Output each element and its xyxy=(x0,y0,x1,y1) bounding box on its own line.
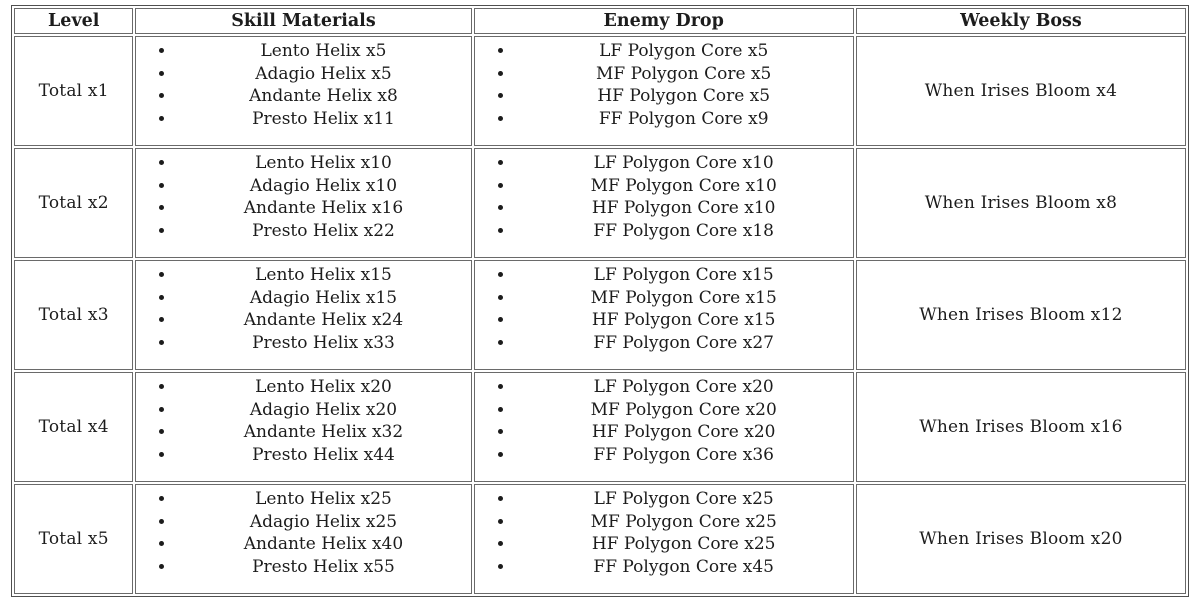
material-item: • Adagio Helix x5 xyxy=(176,63,470,86)
table-row xyxy=(14,372,1186,482)
material-item: • HF Polygon Core x25 xyxy=(515,533,853,556)
material-item: • FF Polygon Core x18 xyxy=(515,220,853,243)
table-body xyxy=(14,36,1186,594)
weekly-boss-cell: When Irises Bloom x4 xyxy=(856,36,1186,146)
material-item: • HF Polygon Core x5 xyxy=(515,85,853,108)
level-cell: Total x4 xyxy=(14,372,133,482)
material-item: • Andante Helix x16 xyxy=(176,197,470,220)
enemy-drop-cell xyxy=(474,484,854,594)
material-item: • LF Polygon Core x15 xyxy=(515,264,853,287)
material-item: • Lento Helix x5 xyxy=(176,40,470,63)
skill-materials-cell xyxy=(135,36,471,146)
material-item: • HF Polygon Core x15 xyxy=(515,309,853,332)
material-item: • FF Polygon Core x27 xyxy=(515,332,853,355)
enemy-drop-list xyxy=(475,264,853,354)
enemy-drop-cell xyxy=(474,148,854,258)
skill-materials-list xyxy=(136,40,470,130)
skill-materials-list xyxy=(136,152,470,242)
level-cell: Total x2 xyxy=(14,148,133,258)
table-row xyxy=(14,484,1186,594)
header-enemy-drop: Enemy Drop xyxy=(474,8,854,34)
table-header xyxy=(14,8,1186,34)
material-item: • Adagio Helix x25 xyxy=(176,511,470,534)
material-item: • Lento Helix x10 xyxy=(176,152,470,175)
skill-materials-cell xyxy=(135,260,471,370)
material-item: • Presto Helix x22 xyxy=(176,220,470,243)
skill-materials-list xyxy=(136,488,470,578)
level-cell: Total x1 xyxy=(14,36,133,146)
enemy-drop-cell xyxy=(474,36,854,146)
material-item: • MF Polygon Core x15 xyxy=(515,287,853,310)
material-item: • MF Polygon Core x20 xyxy=(515,399,853,422)
skill-materials-cell xyxy=(135,148,471,258)
material-item: • FF Polygon Core x36 xyxy=(515,444,853,467)
material-item: • FF Polygon Core x45 xyxy=(515,556,853,579)
header-level: Level xyxy=(14,8,133,34)
material-item: • Adagio Helix x20 xyxy=(176,399,470,422)
enemy-drop-list xyxy=(475,152,853,242)
material-item: • LF Polygon Core x10 xyxy=(515,152,853,175)
weekly-boss-cell: When Irises Bloom x20 xyxy=(856,484,1186,594)
skill-materials-cell xyxy=(135,484,471,594)
material-item: • Adagio Helix x15 xyxy=(176,287,470,310)
material-item: • Lento Helix x20 xyxy=(176,376,470,399)
material-item: • Andante Helix x8 xyxy=(176,85,470,108)
material-item: • Lento Helix x15 xyxy=(176,264,470,287)
weekly-boss-cell: When Irises Bloom x16 xyxy=(856,372,1186,482)
material-item: • HF Polygon Core x10 xyxy=(515,197,853,220)
materials-table xyxy=(11,5,1189,597)
enemy-drop-cell xyxy=(474,372,854,482)
enemy-drop-list xyxy=(475,488,853,578)
material-item: • Adagio Helix x10 xyxy=(176,175,470,198)
material-item: • MF Polygon Core x25 xyxy=(515,511,853,534)
material-item: • MF Polygon Core x10 xyxy=(515,175,853,198)
header-row xyxy=(14,8,1186,34)
material-item: • MF Polygon Core x5 xyxy=(515,63,853,86)
weekly-boss-cell: When Irises Bloom x12 xyxy=(856,260,1186,370)
table-row xyxy=(14,36,1186,146)
material-item: • Presto Helix x44 xyxy=(176,444,470,467)
level-cell: Total x5 xyxy=(14,484,133,594)
material-item: • Presto Helix x33 xyxy=(176,332,470,355)
skill-materials-list xyxy=(136,376,470,466)
enemy-drop-list xyxy=(475,40,853,130)
material-item: • Lento Helix x25 xyxy=(176,488,470,511)
skill-materials-list xyxy=(136,264,470,354)
material-item: • Andante Helix x24 xyxy=(176,309,470,332)
material-item: • Presto Helix x55 xyxy=(176,556,470,579)
header-weekly-boss: Weekly Boss xyxy=(856,8,1186,34)
header-skill-materials: Skill Materials xyxy=(135,8,471,34)
enemy-drop-cell xyxy=(474,260,854,370)
material-item: • LF Polygon Core x20 xyxy=(515,376,853,399)
table-row xyxy=(14,260,1186,370)
skill-materials-cell xyxy=(135,372,471,482)
material-item: • HF Polygon Core x20 xyxy=(515,421,853,444)
material-item: • Presto Helix x11 xyxy=(176,108,470,131)
material-item: • Andante Helix x40 xyxy=(176,533,470,556)
material-item: • FF Polygon Core x9 xyxy=(515,108,853,131)
table-row xyxy=(14,148,1186,258)
weekly-boss-cell: When Irises Bloom x8 xyxy=(856,148,1186,258)
enemy-drop-list xyxy=(475,376,853,466)
material-item: • Andante Helix x32 xyxy=(176,421,470,444)
level-cell: Total x3 xyxy=(14,260,133,370)
material-item: • LF Polygon Core x5 xyxy=(515,40,853,63)
material-item: • LF Polygon Core x25 xyxy=(515,488,853,511)
